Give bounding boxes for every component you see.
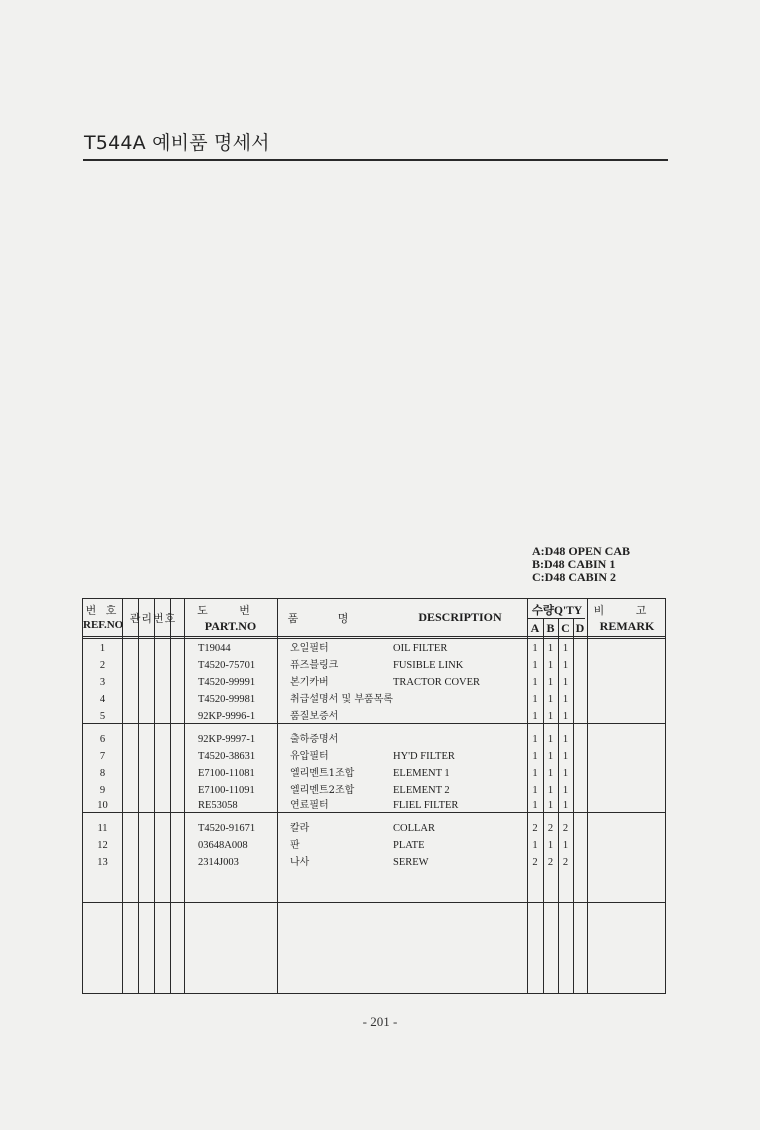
header-name-kr: 품 명 xyxy=(287,612,367,625)
col-rule xyxy=(122,599,123,993)
ref-no: 12 xyxy=(97,840,108,851)
page-title: T544A 예비품 명세서 xyxy=(84,132,270,154)
model-legend xyxy=(532,545,630,584)
col-rule xyxy=(170,599,171,993)
qty-b: 1 xyxy=(547,840,554,851)
description: SEREW xyxy=(393,857,429,868)
header-description: DESCRIPTION xyxy=(418,610,502,624)
part-no: T4520-99981 xyxy=(198,694,256,705)
name-kr: 퓨즈블링크 xyxy=(290,660,339,671)
part-no: RE53058 xyxy=(198,800,238,811)
parts-table xyxy=(82,598,666,994)
ref-no: 6 xyxy=(99,734,106,745)
ref-no: 13 xyxy=(97,857,108,868)
part-no: 92KP-9997-1 xyxy=(198,734,256,745)
legend-item-a: A:D48 OPEN CAB xyxy=(532,544,630,558)
qty-c: 1 xyxy=(562,643,569,654)
header-rule xyxy=(83,636,665,639)
qty-a: 2 xyxy=(532,823,538,834)
qty-b: 1 xyxy=(547,643,554,654)
name-kr: 본기카버 xyxy=(290,677,329,688)
part-no: T4520-91671 xyxy=(198,823,256,834)
description: TRACTOR COVER xyxy=(393,677,481,688)
ref-no: 4 xyxy=(99,694,106,705)
name-kr: 연료필터 xyxy=(290,800,329,811)
ref-no: 9 xyxy=(99,785,106,796)
group-rule xyxy=(83,902,665,903)
qty-b: 1 xyxy=(547,751,554,762)
qty-c: 1 xyxy=(562,694,569,705)
part-no: E7100-11091 xyxy=(198,785,255,796)
part-no: T19044 xyxy=(198,643,231,654)
ref-no: 11 xyxy=(97,823,108,834)
qty-a: 1 xyxy=(532,677,538,688)
part-no: T4520-38631 xyxy=(198,751,256,762)
part-no: 92KP-9996-1 xyxy=(198,711,256,722)
qty-b: 2 xyxy=(547,857,554,868)
col-rule xyxy=(184,599,185,993)
qty-b: 1 xyxy=(547,677,554,688)
qty-subheader-rule xyxy=(527,618,585,619)
header-qty-d: D xyxy=(575,621,585,635)
qty-b: 1 xyxy=(547,800,554,811)
qty-a: 1 xyxy=(532,734,538,745)
ref-no: 5 xyxy=(99,711,106,722)
header-mgmt-kr: 관리번호 xyxy=(129,612,177,625)
qty-a: 1 xyxy=(532,785,538,796)
qty-b: 1 xyxy=(547,694,554,705)
description: FLIEL FILTER xyxy=(393,800,459,811)
header-remark-en: REMARK xyxy=(599,619,655,633)
part-no: E7100-11081 xyxy=(198,768,255,779)
qty-c: 1 xyxy=(562,734,569,745)
name-kr: 출하증명서 xyxy=(290,734,339,745)
name-kr: 유압필터 xyxy=(290,751,329,762)
qty-a: 1 xyxy=(532,768,538,779)
page-number: - 201 - xyxy=(362,1014,398,1029)
description: ELEMENT 2 xyxy=(393,785,450,796)
col-rule xyxy=(138,599,139,993)
header-qty-b: B xyxy=(546,621,555,635)
qty-c: 1 xyxy=(562,785,569,796)
qty-a: 1 xyxy=(532,711,538,722)
legend-item-c: C:D48 CABIN 2 xyxy=(532,570,616,584)
ref-no: 10 xyxy=(97,800,108,811)
name-kr: 엘리멘트1조합 xyxy=(290,768,355,779)
name-kr: 판 xyxy=(290,840,300,851)
description: FUSIBLE LINK xyxy=(393,660,464,671)
qty-c: 1 xyxy=(562,751,569,762)
col-rule xyxy=(154,599,155,993)
header-ref-en: REF.NO xyxy=(83,619,124,631)
qty-c: 1 xyxy=(562,711,569,722)
group-rule xyxy=(83,812,665,813)
qty-b: 1 xyxy=(547,711,554,722)
header-ref-kr: 번 호 xyxy=(85,604,120,617)
qty-a: 1 xyxy=(532,800,538,811)
qty-c: 1 xyxy=(562,800,569,811)
name-kr: 오일필터 xyxy=(290,643,329,654)
description: PLATE xyxy=(393,840,425,851)
qty-b: 1 xyxy=(547,734,554,745)
qty-c: 1 xyxy=(562,677,569,688)
qty-b: 1 xyxy=(547,660,554,671)
description: ELEMENT 1 xyxy=(393,768,450,779)
title-underline xyxy=(83,159,668,161)
description: OIL FILTER xyxy=(393,643,448,654)
name-kr: 칼라 xyxy=(290,823,310,834)
ref-no: 7 xyxy=(99,751,106,762)
header-qty-c: C xyxy=(561,621,570,635)
header-part-en: PART.NO xyxy=(204,619,257,633)
ref-no: 3 xyxy=(99,677,106,688)
qty-a: 1 xyxy=(532,840,538,851)
col-rule xyxy=(277,599,278,993)
ref-no: 1 xyxy=(99,643,106,654)
description: HY'D FILTER xyxy=(393,751,455,762)
qty-a: 2 xyxy=(532,857,538,868)
qty-b: 1 xyxy=(547,768,554,779)
legend-item-b: B:D48 CABIN 1 xyxy=(532,557,616,571)
qty-a: 1 xyxy=(532,660,538,671)
header-part-kr: 도 번 xyxy=(197,604,264,617)
ref-no: 8 xyxy=(99,768,106,779)
name-kr: 엘리멘트2조합 xyxy=(290,785,355,796)
header-qty: 수량Q'TY xyxy=(531,605,583,617)
qty-c: 1 xyxy=(562,840,569,851)
header-remark-kr: 비 고 xyxy=(593,604,661,617)
name-kr: 품질보증서 xyxy=(290,711,339,722)
col-rule xyxy=(573,619,574,993)
description: COLLAR xyxy=(393,823,435,834)
ref-no: 2 xyxy=(99,660,106,671)
qty-a: 1 xyxy=(532,751,538,762)
qty-a: 1 xyxy=(532,694,538,705)
name-kr: 나사 xyxy=(290,857,310,868)
part-no: 2314J003 xyxy=(198,857,239,868)
name-kr: 취급설명서 및 부품목록 xyxy=(290,694,393,705)
header-qty-a: A xyxy=(530,621,540,635)
col-rule xyxy=(587,599,588,993)
part-no: 03648A008 xyxy=(198,840,248,851)
qty-c: 2 xyxy=(562,823,569,834)
qty-c: 1 xyxy=(562,768,569,779)
qty-c: 2 xyxy=(562,857,569,868)
group-rule xyxy=(83,723,665,724)
qty-c: 1 xyxy=(562,660,569,671)
part-no: T4520-75701 xyxy=(198,660,256,671)
qty-a: 1 xyxy=(532,643,538,654)
qty-b: 2 xyxy=(547,823,554,834)
part-no: T4520-99991 xyxy=(198,677,256,688)
qty-b: 1 xyxy=(547,785,554,796)
